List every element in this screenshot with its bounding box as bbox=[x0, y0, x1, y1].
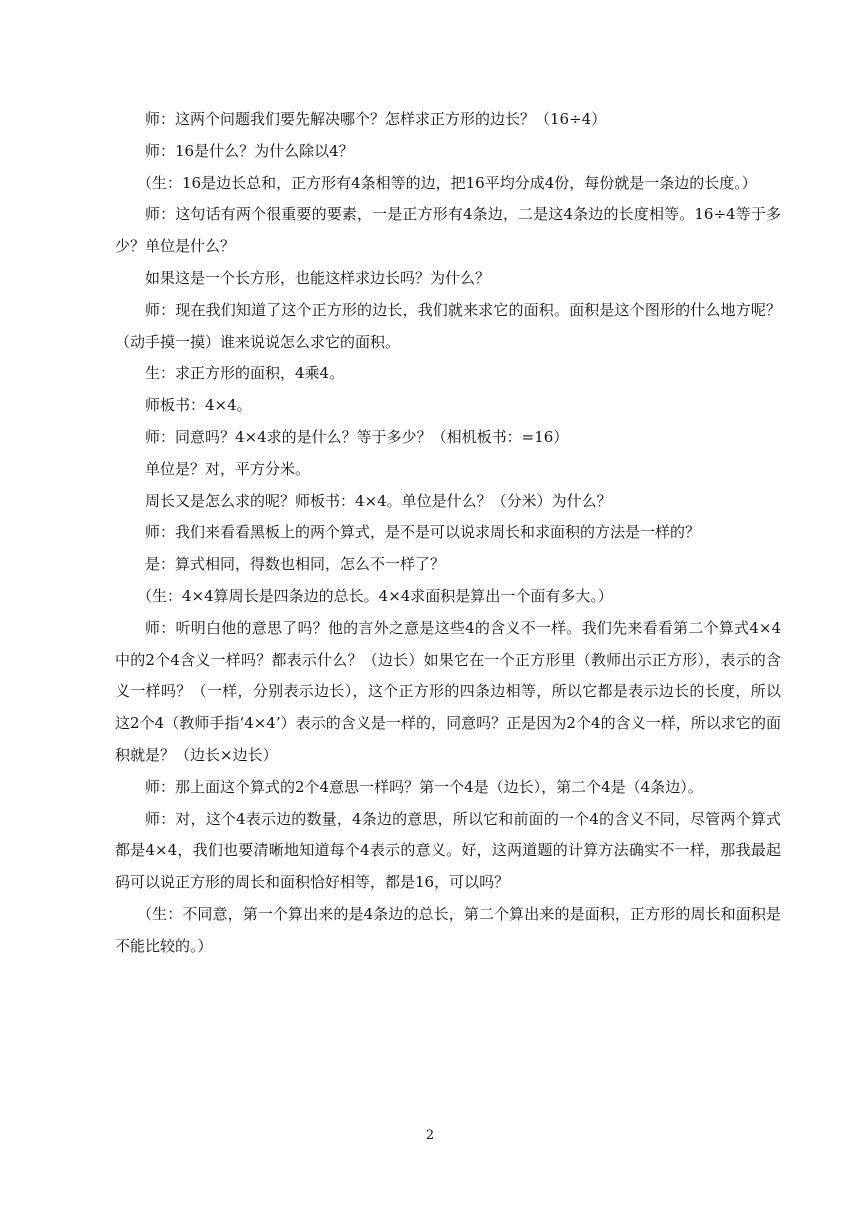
paragraph: 师：那上面这个算式的2个4意思一样吗？第一个4是（边长），第二个4是（4条边）。 bbox=[145, 777, 703, 796]
paragraph: 师：16是什么？为什么除以4？ bbox=[145, 141, 354, 160]
paragraph: 师：同意吗？4×4求的是什么？等于多少？（相机板书：=16） bbox=[145, 427, 569, 446]
paragraph: （生：不同意，第一个算出来的是4条边的总长，第二个算出来的是面积，正方形的周长和面积是不能比较的。） bbox=[115, 904, 781, 955]
paragraph: 如果这是一个长方形，也能这样求边长吗？为什么？ bbox=[145, 268, 491, 287]
paragraph: 师：对，这个4表示边的数量，4条边的意思，所以它和前面的一个4的含义不同，尽管两个算式都是4×4，我们也要清晰地知道每个4表示的意义。好，这两道题的计算方法确实不一样，那我最起码可以说正方形的周长和面积恰好相等，都是16，可以吗？ bbox=[115, 809, 781, 892]
paragraph: （生：4×4算周长是四条边的总长。4×4求面积是算出一个面有多大。） bbox=[137, 586, 613, 605]
paragraph: 周长又是怎么求的呢？师板书：4×4。单位是什么？（分米）为什么？ bbox=[145, 491, 612, 510]
paragraph: 单位是？对，平方分米。 bbox=[145, 459, 311, 478]
paragraph: 师：这句话有两个很重要的要素，一是正方形有4条边，二是这4条边的长度相等。16÷4等于多少？单位是什么？ bbox=[115, 205, 781, 256]
paragraph: 师：听明白他的意思了吗？他的言外之意是这些4的含义不一样。我们先来看看第二个算式4×4中的2个4含义一样吗？都表示什么？（边长）如果它在一个正方形里（教师出示正方形），表示的含义一样吗？（一样，分别表示边长），这个正方形的四条边相等，所以它都是表示边长的长度，所以这2个4（教师手指‘4×4’）表示的含义是一样的，同意吗？正是因为2个4的含义一样，所以求它的面积就是？（边长×边长） bbox=[115, 618, 781, 764]
paragraph: 师：我们来看看黑板上的两个算式，是不是可以说求周长和求面积的方法是一样的？ bbox=[145, 523, 701, 542]
paragraph: 是：算式相同，得数也相同，怎么不一样了？ bbox=[145, 555, 446, 574]
page-number: 2 bbox=[425, 1128, 435, 1143]
paragraph: 师：这两个问题我们要先解决哪个？怎样求正方形的边长？（16÷4） bbox=[145, 110, 607, 128]
paragraph: 生：求正方形的面积，4乘4。 bbox=[145, 364, 345, 383]
document-body bbox=[115, 104, 781, 963]
paragraph: （生：16是边长总和，正方形有4条相等的边，把16平均分成4份，每份就是一条边的长度。） bbox=[137, 173, 757, 192]
paragraph: 师：现在我们知道了这个正方形的边长，我们就来求它的面积。面积是这个图形的什么地方呢？（动手摸一摸）谁来说说怎么求它的面积。 bbox=[115, 300, 781, 351]
paragraph: 师板书：4×4。 bbox=[145, 396, 252, 415]
